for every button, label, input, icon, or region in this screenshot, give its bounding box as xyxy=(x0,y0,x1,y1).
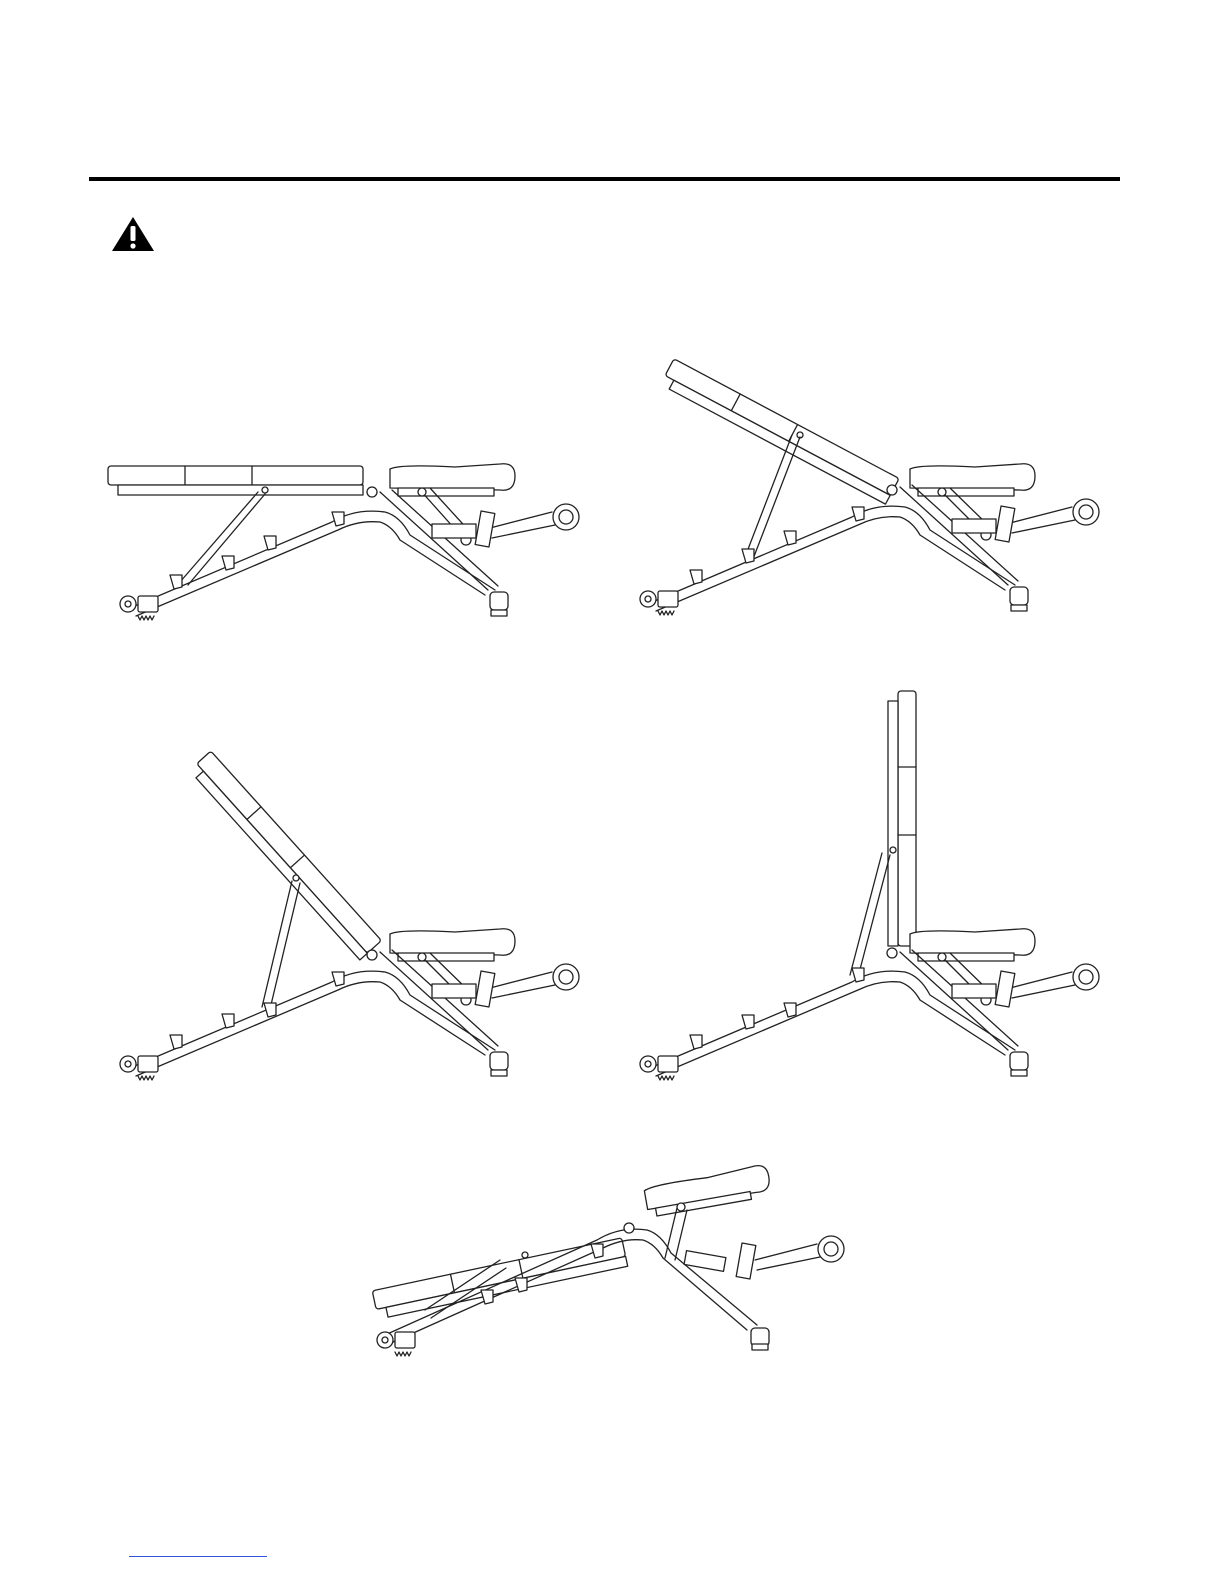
header-rule xyxy=(89,177,1120,181)
footer-link-underline[interactable] xyxy=(129,1556,267,1557)
bench-low-incline-position xyxy=(620,335,1120,625)
bench-decline-position xyxy=(365,1160,845,1355)
warning-triangle-icon xyxy=(111,216,155,252)
bench-high-incline-position xyxy=(100,745,590,1090)
bench-flat-position xyxy=(100,440,590,630)
bench-upright-position xyxy=(620,685,1120,1090)
